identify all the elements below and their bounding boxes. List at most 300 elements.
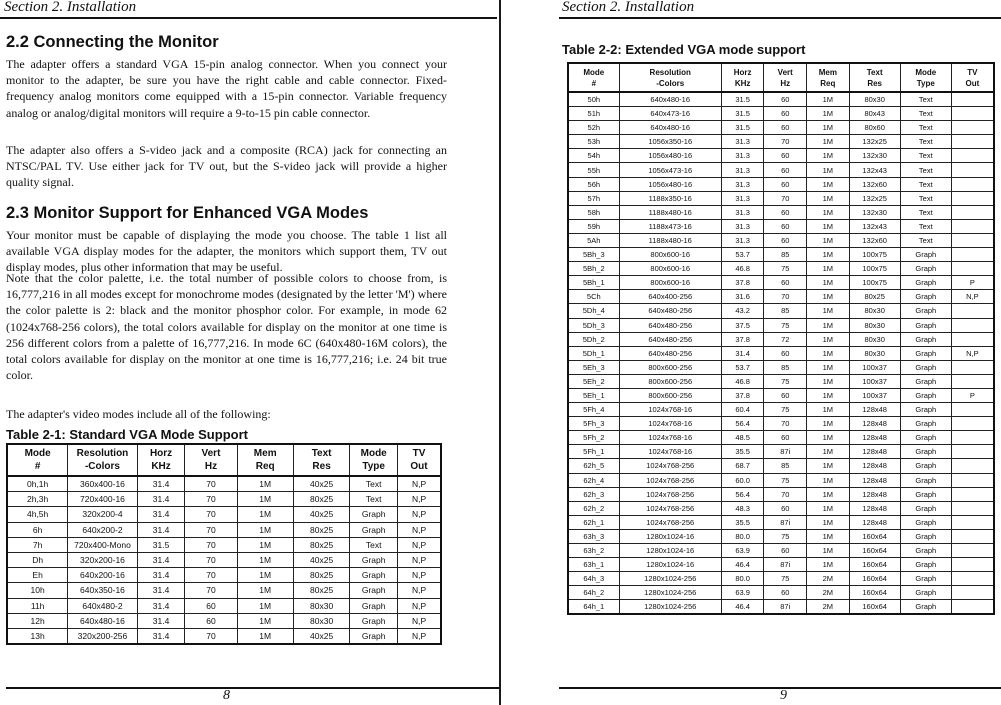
table-cell [951, 149, 994, 163]
table-cell: N,P [398, 583, 441, 598]
table-cell: 1M [807, 318, 850, 332]
table-cell: 1024x768-16 [619, 417, 721, 431]
column-header [568, 63, 619, 92]
table-cell: Text [900, 177, 951, 191]
table-cell: 63.9 [721, 544, 764, 558]
table-cell: 5Fh_4 [568, 403, 619, 417]
table-cell: Graph [900, 544, 951, 558]
table-cell [951, 262, 994, 276]
column-header-line: Hz [204, 461, 218, 472]
table-cell: 80x25 [293, 583, 349, 598]
table-row [7, 628, 441, 644]
paragraph: The adapter offers a standard VGA 15-pin analog connector. When you connect your monitor to the adapter, be sure you have the right cable and cable connector. Fixed-frequency analog monitors come equipped with a 15-pin connector. Variable frequency analog or analog/digital monitors will require a 9-to-15 pin cable connector. [6, 57, 447, 120]
table-cell: 31.5 [721, 121, 764, 135]
table-cell: N,P [398, 568, 441, 583]
table-cell: 1188x480-16 [619, 233, 721, 247]
table-cell: 128x48 [849, 417, 900, 431]
table-cell: 80x30 [849, 332, 900, 346]
table-cell: 1M [807, 529, 850, 543]
table-cell: 80x30 [849, 346, 900, 360]
table-row [568, 205, 994, 219]
table-row [568, 403, 994, 417]
table-cell: 2M [807, 586, 850, 600]
table-cell: Graph [900, 304, 951, 318]
table-cell: 1M [807, 92, 850, 107]
table-cell: 87i [764, 600, 807, 615]
table-cell [951, 360, 994, 374]
table-cell: 1M [237, 583, 293, 598]
table-cell: 1M [237, 628, 293, 644]
paragraph: The adapter's video modes include all of the following: [6, 407, 271, 421]
table-cell: 1M [807, 459, 850, 473]
table-cell: 1M [807, 487, 850, 501]
table-cell: 87i [764, 558, 807, 572]
table-cell: 80.0 [721, 572, 764, 586]
column-header-line: Mode [24, 448, 51, 459]
extended-vga-mode-table [567, 62, 995, 615]
table-cell: 320x200-256 [68, 628, 137, 644]
table-cell [951, 459, 994, 473]
column-header-line: Horz [733, 67, 752, 77]
table-cell: 1M [807, 163, 850, 177]
table-cell: 31.3 [721, 205, 764, 219]
table-cell: 51h [568, 107, 619, 121]
section-heading-2-2: 2.2 Connecting the Monitor [6, 33, 219, 51]
table-row [7, 583, 441, 598]
column-header [849, 63, 900, 92]
table-cell: 1M [807, 360, 850, 374]
table-cell: 75 [764, 374, 807, 388]
table-cell [951, 163, 994, 177]
table-cell: 6h [7, 522, 68, 537]
table-cell: 46.4 [721, 558, 764, 572]
table-cell: 60 [764, 163, 807, 177]
table-cell: 60 [764, 121, 807, 135]
table-row [7, 598, 441, 613]
table-row [568, 107, 994, 121]
table-cell: 60.0 [721, 473, 764, 487]
column-header-line: Text [866, 67, 883, 77]
table-cell: 60.4 [721, 403, 764, 417]
table-row [7, 476, 441, 492]
page-number: 9 [780, 688, 787, 703]
table-cell: 11h [7, 598, 68, 613]
column-header-line: -Colors [84, 461, 120, 472]
table-cell: N,P [398, 598, 441, 613]
table-cell: N,P [398, 613, 441, 628]
table-cell: 1M [807, 403, 850, 417]
table-cell: 128x48 [849, 459, 900, 473]
table-cell: 800x600-16 [619, 262, 721, 276]
table-cell: 13h [7, 628, 68, 644]
table-cell: N,P [951, 346, 994, 360]
table-row [568, 487, 994, 501]
table-cell: 37.8 [721, 388, 764, 402]
table-cell: 128x48 [849, 487, 900, 501]
table-cell: 5Dh_4 [568, 304, 619, 318]
table-cell [951, 205, 994, 219]
column-header [7, 444, 68, 476]
table-cell: 31.5 [721, 107, 764, 121]
table-cell: N,P [398, 492, 441, 507]
table-cell: 1M [807, 248, 850, 262]
table-cell: 720x400-Mono [68, 537, 137, 552]
column-header-line: Req [820, 78, 836, 88]
table-cell: 128x48 [849, 473, 900, 487]
table-cell: 60 [764, 276, 807, 290]
table-cell: 5Fh_3 [568, 417, 619, 431]
table-cell: 60 [764, 149, 807, 163]
table-cell: 1280x1024-16 [619, 558, 721, 572]
table-cell [951, 177, 994, 191]
table-cell: 56h [568, 177, 619, 191]
table-cell: 37.8 [721, 332, 764, 346]
table-cell: 35.5 [721, 515, 764, 529]
table-cell: 31.5 [721, 92, 764, 107]
column-header-line: Out [965, 78, 980, 88]
table-cell [951, 487, 994, 501]
running-header: Section 2. Installation [4, 0, 137, 15]
table-cell: 62h_1 [568, 515, 619, 529]
table-cell: 60 [764, 107, 807, 121]
table-cell [951, 431, 994, 445]
table-row [568, 149, 994, 163]
column-header-line: Type [916, 78, 935, 88]
table-cell: 800x600-16 [619, 276, 721, 290]
table-cell: Graph [350, 583, 398, 598]
table-cell: 60 [764, 346, 807, 360]
table-cell: 12h [7, 613, 68, 628]
table-cell: 35.5 [721, 445, 764, 459]
table-cell: 1056x473-16 [619, 163, 721, 177]
column-header [398, 444, 441, 476]
table-cell: 360x400-16 [68, 476, 137, 492]
column-header [350, 444, 398, 476]
running-header: Section 2. Installation [562, 0, 695, 15]
column-header-line: Mem [818, 67, 837, 77]
table-cell: 100x37 [849, 388, 900, 402]
table-cell: 31.5 [137, 537, 185, 552]
column-header-line: Hz [780, 78, 791, 88]
table-cell: 640x200-2 [68, 522, 137, 537]
table-cell: 40x25 [293, 552, 349, 567]
table-cell: 1M [237, 522, 293, 537]
table-cell: Text [900, 121, 951, 135]
table-cell: Graph [900, 487, 951, 501]
table-cell: 5Eh_3 [568, 360, 619, 374]
table-cell: 64h_1 [568, 600, 619, 615]
table-cell: 46.8 [721, 374, 764, 388]
table-cell: 31.3 [721, 219, 764, 233]
table-cell [951, 318, 994, 332]
table-cell: 60 [764, 431, 807, 445]
column-header-line: Mode [360, 448, 387, 459]
table-cell: 55h [568, 163, 619, 177]
table-cell [951, 233, 994, 247]
table-cell: 31.3 [721, 233, 764, 247]
table-cell: 640x480-16 [619, 121, 721, 135]
table-cell: 60 [764, 205, 807, 219]
table-cell: 56.4 [721, 487, 764, 501]
table-cell: 5Dh_1 [568, 346, 619, 360]
table-cell: 100x37 [849, 360, 900, 374]
table-cell [951, 586, 994, 600]
table-cell: 58h [568, 205, 619, 219]
table-cell: 800x600-256 [619, 374, 721, 388]
table-cell [951, 417, 994, 431]
table-cell: 48.5 [721, 431, 764, 445]
table-cell: 640x480-256 [619, 346, 721, 360]
table-row [568, 290, 994, 304]
table-cell: 80x25 [293, 522, 349, 537]
table-row [568, 417, 994, 431]
table-cell: 85 [764, 248, 807, 262]
table-cell: 1024x768-16 [619, 403, 721, 417]
table-cell: 2M [807, 600, 850, 615]
table-cell: 0h,1h [7, 476, 68, 492]
table-cell: 1280x1024-256 [619, 600, 721, 615]
table-cell: 75 [764, 318, 807, 332]
table-cell: 132x43 [849, 219, 900, 233]
table-cell: 1M [807, 276, 850, 290]
table-row [568, 276, 994, 290]
table-cell: 70 [764, 290, 807, 304]
table-row [568, 346, 994, 360]
table-cell [951, 121, 994, 135]
table-cell: N,P [398, 628, 441, 644]
column-header-line: Res [867, 78, 883, 88]
table-cell: Text [900, 233, 951, 247]
column-header-line: TV [967, 67, 978, 77]
table-row [568, 600, 994, 615]
table-cell: 1M [807, 191, 850, 205]
table-cell: 80x25 [293, 492, 349, 507]
table-cell: 70 [185, 492, 237, 507]
column-header-line: Out [410, 461, 428, 472]
table-cell: 1M [237, 552, 293, 567]
table-cell: 52h [568, 121, 619, 135]
table-cell [951, 248, 994, 262]
table-cell: 70 [764, 487, 807, 501]
column-header [237, 444, 293, 476]
column-header-line: -Colors [656, 78, 685, 88]
table-cell: 320x200-16 [68, 552, 137, 567]
table-cell: 1M [807, 135, 850, 149]
column-header-line: Res [312, 461, 331, 472]
table-cell: 70 [185, 476, 237, 492]
column-header-line: Req [255, 461, 275, 472]
table-cell: Graph [350, 628, 398, 644]
table-cell: Graph [900, 290, 951, 304]
table-cell: Graph [900, 360, 951, 374]
table-row [568, 445, 994, 459]
table-cell: Graph [900, 417, 951, 431]
table-cell: Graph [350, 568, 398, 583]
table-row [568, 248, 994, 262]
table-cell: 5Bh_3 [568, 248, 619, 262]
table-row [568, 304, 994, 318]
table-cell: Graph [900, 529, 951, 543]
table-cell: 60 [764, 233, 807, 247]
table-cell: N,P [951, 290, 994, 304]
column-header-line: Mode [583, 67, 605, 77]
table-cell: 31.3 [721, 177, 764, 191]
table-row [568, 473, 994, 487]
footer-rule [6, 687, 499, 689]
table-cell: 70 [185, 583, 237, 598]
table-cell: 85 [764, 360, 807, 374]
table-cell: 46.4 [721, 600, 764, 615]
table-cell: Graph [900, 318, 951, 332]
table-row [568, 177, 994, 191]
table-cell: Graph [900, 501, 951, 515]
table-cell: 46.8 [721, 262, 764, 276]
right-page [501, 0, 1001, 705]
column-header-line: # [34, 461, 41, 472]
table-cell: 85 [764, 459, 807, 473]
table-cell [951, 544, 994, 558]
table-cell: 1M [807, 445, 850, 459]
table-cell: 70 [185, 537, 237, 552]
table-cell: N,P [398, 552, 441, 567]
table-cell: 1188x350-16 [619, 191, 721, 205]
table-cell: 640x400-256 [619, 290, 721, 304]
table-cell: 80x60 [849, 121, 900, 135]
table-cell: 5Dh_3 [568, 318, 619, 332]
table-cell [951, 572, 994, 586]
table-cell: 5Dh_2 [568, 332, 619, 346]
table-cell: Graph [350, 522, 398, 537]
table-cell: 40x25 [293, 628, 349, 644]
table-cell: 1M [807, 374, 850, 388]
paragraph: The adapter also offers a S-video jack and a composite (RCA) jack for connecting an NTSC/PAL TV. Use either jack for TV out, but the S-video jack will provide a higher quality signal. [6, 143, 447, 190]
table-cell: 1M [237, 492, 293, 507]
table-cell: 68.7 [721, 459, 764, 473]
table-cell: 640x480-2 [68, 598, 137, 613]
table-cell [951, 473, 994, 487]
table-cell: Text [900, 205, 951, 219]
table-cell: 70 [764, 417, 807, 431]
table-cell: 62h_3 [568, 487, 619, 501]
table-row [568, 121, 994, 135]
table-cell: 31.4 [137, 552, 185, 567]
table-cell: 1M [807, 177, 850, 191]
table-cell: 1024x768-16 [619, 431, 721, 445]
table-cell: 160x64 [849, 586, 900, 600]
table-cell: 1M [807, 262, 850, 276]
table-cell: 80x30 [293, 613, 349, 628]
table-cell: Text [900, 149, 951, 163]
table-cell: 640x350-16 [68, 583, 137, 598]
table-cell: 53.7 [721, 360, 764, 374]
table-cell: Graph [900, 558, 951, 572]
table-cell: 1M [237, 613, 293, 628]
paragraph: Your monitor must be capable of displaying the mode you choose. The table 1 list all available VGA display modes for the adapter, the monitors which support them, TV out display modes, plus other information that may be useful. [6, 228, 447, 275]
table-cell: 60 [185, 613, 237, 628]
table-cell: 64h_2 [568, 586, 619, 600]
table-cell: Graph [900, 388, 951, 402]
table-caption: Table 2-2: Extended VGA mode support [562, 42, 806, 57]
table-header-row [568, 63, 994, 92]
table-cell: Graph [900, 403, 951, 417]
table-cell: 640x480-16 [619, 92, 721, 107]
table-cell: 60 [764, 501, 807, 515]
table-cell: Graph [900, 332, 951, 346]
table-cell: Graph [350, 552, 398, 567]
table-cell: 1M [807, 431, 850, 445]
table-cell: Text [900, 163, 951, 177]
section-heading-2-3: 2.3 Monitor Support for Enhanced VGA Modes [6, 204, 369, 222]
table-cell: 70 [764, 135, 807, 149]
table-cell: 1024x768-256 [619, 515, 721, 529]
column-header-line: TV [412, 448, 426, 459]
table-cell: 31.4 [137, 476, 185, 492]
column-header-line: Resolution [76, 448, 129, 459]
table-cell [951, 374, 994, 388]
column-header [764, 63, 807, 92]
table-cell: 800x600-256 [619, 388, 721, 402]
table-cell: Graph [900, 276, 951, 290]
table-cell: 63.9 [721, 586, 764, 600]
table-cell: 5Fh_1 [568, 445, 619, 459]
table-cell [951, 191, 994, 205]
table-cell: 87i [764, 445, 807, 459]
table-cell: 70 [764, 191, 807, 205]
table-cell: 1056x480-16 [619, 149, 721, 163]
table-cell: 1M [807, 558, 850, 572]
table-cell: 37.8 [721, 276, 764, 290]
table-cell: 70 [185, 568, 237, 583]
table-cell: Graph [900, 262, 951, 276]
table-cell: 31.3 [721, 163, 764, 177]
table-cell: Text [900, 135, 951, 149]
column-header-line: Mem [253, 448, 277, 459]
table-cell: 57h [568, 191, 619, 205]
table-cell: 1M [807, 107, 850, 121]
table-cell: 70 [185, 552, 237, 567]
table-cell: Graph [900, 374, 951, 388]
table-cell: 1M [237, 507, 293, 522]
column-header-line: Vert [777, 67, 793, 77]
table-cell: 1056x480-16 [619, 177, 721, 191]
table-cell: 1M [237, 568, 293, 583]
table-cell: 1M [807, 417, 850, 431]
table-row [568, 374, 994, 388]
table-cell: 80x43 [849, 107, 900, 121]
table-cell: 5Bh_2 [568, 262, 619, 276]
table-cell: 128x48 [849, 403, 900, 417]
table-cell: 60 [764, 219, 807, 233]
table-cell: 1188x480-16 [619, 205, 721, 219]
table-cell: N,P [398, 537, 441, 552]
table-cell: 640x480-256 [619, 332, 721, 346]
table-cell: 1M [807, 501, 850, 515]
table-cell: 59h [568, 219, 619, 233]
table-cell: 31.4 [137, 598, 185, 613]
table-cell: 1M [807, 219, 850, 233]
table-cell: Graph [900, 445, 951, 459]
header-rule [559, 17, 1001, 19]
table-row [7, 507, 441, 522]
table-cell: 1024x768-256 [619, 459, 721, 473]
header-rule [0, 17, 497, 19]
table-cell: 1024x768-256 [619, 487, 721, 501]
table-cell: Text [900, 191, 951, 205]
table-cell: 80x30 [849, 318, 900, 332]
table-cell: Text [900, 107, 951, 121]
table-row [568, 558, 994, 572]
table-cell: Text [350, 537, 398, 552]
